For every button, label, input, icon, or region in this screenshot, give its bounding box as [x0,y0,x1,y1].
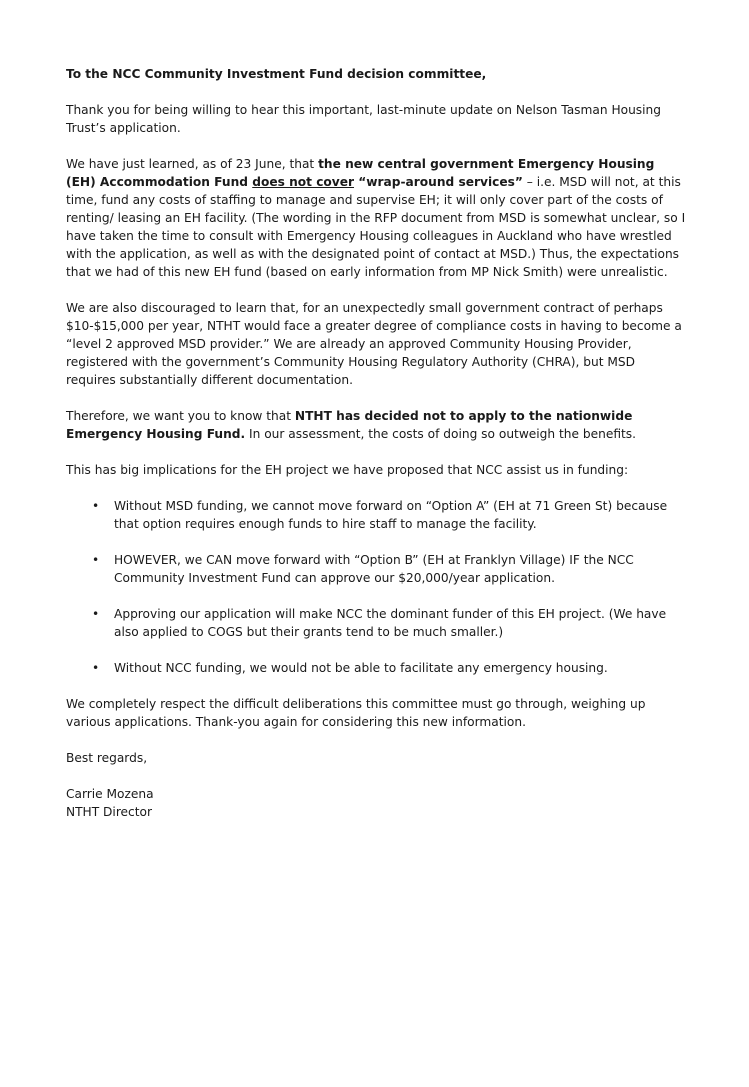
signer-title: NTHT Director [66,805,153,819]
list-item [66,497,686,533]
bullet-icon: • [92,499,100,513]
bullet-icon: • [92,607,100,621]
list-item [66,659,686,677]
p2-text-1: We have just learned, as of 23 June, that [66,157,319,171]
p2-text-2: – i.e. MSD will not, at this time, fund any costs of staffing to manage and supervise EH; it will only cover part of the costs of renting/ leasing an EH facility. (The wording in the RFP document from MSD is somewhat unclear, so I have taken the time to consult with Emergency Housing colleagues in Auckland who have wrestled with the application, as well as with the designated point of contact at MSD.) Thus, the expectations that we had of this new EH fund (based on early information from MP Nick Smith) were unrealistic. [66,175,686,279]
p4-text-1: Therefore, we want you to know that [66,409,295,423]
bullet-icon: • [92,553,100,567]
bullet-list [66,497,686,677]
bullet-text: Approving our application will make NCC the dominant funder of this EH project. (We have also applied to COGS but their grants tend to be much smaller.) [114,607,667,639]
paragraph-decision [66,407,686,443]
list-item [66,605,686,641]
p2-bold-2: “wrap-around services” [354,175,523,189]
p4-text-2: In our assessment, the costs of doing so outweigh the benefits. [245,427,637,441]
list-item [66,551,686,587]
paragraph-implications: This has big implications for the EH project we have proposed that NCC assist us in funding: [66,463,629,477]
letter-body [66,65,686,839]
bullet-icon: • [92,661,100,675]
signature-block [66,785,686,821]
paragraph-compliance: We are also discouraged to learn that, for an unexpectedly small government contract of perhaps $10-$15,000 per year, NTHT would face a greater degree of compliance costs in having to become a “level 2 approved MSD provider.” We are already an approved Community Housing Provider, registered with the government’s Community Housing Regulatory Authority (CHRA), but MSD requires substantially different documentation. [66,301,682,387]
bullet-text: Without MSD funding, we cannot move forward on “Option A” (EH at 71 Green St) because that option requires enough funds to hire staff to manage the facility. [114,499,668,531]
paragraph-funding-update [66,155,686,281]
p2-underline: does not cover [252,175,355,189]
paragraph-respect: We completely respect the difficult deliberations this committee must go through, weighing up various applications. Thank-you again for considering this new information. [66,697,646,729]
closing: Best regards, [66,751,148,765]
signer-name: Carrie Mozena [66,787,154,801]
salutation-text: To the NCC Community Investment Fund decision committee, [66,67,487,81]
p2-bold-1: the new central government Emergency Housing (EH) Accommodation Fund [66,157,655,189]
paragraph-thanks: Thank you for being willing to hear this important, last-minute update on Nelson Tasman Housing Trust’s application. [66,103,661,135]
salutation [66,65,686,83]
bullet-text: Without NCC funding, we would not be able to facilitate any emergency housing. [114,661,608,675]
p4-bold: NTHT has decided not to apply to the nationwide Emergency Housing Fund. [66,409,633,441]
bullet-text: HOWEVER, we CAN move forward with “Option B” (EH at Franklyn Village) IF the NCC Community Investment Fund can approve our $20,000/year application. [114,553,634,585]
